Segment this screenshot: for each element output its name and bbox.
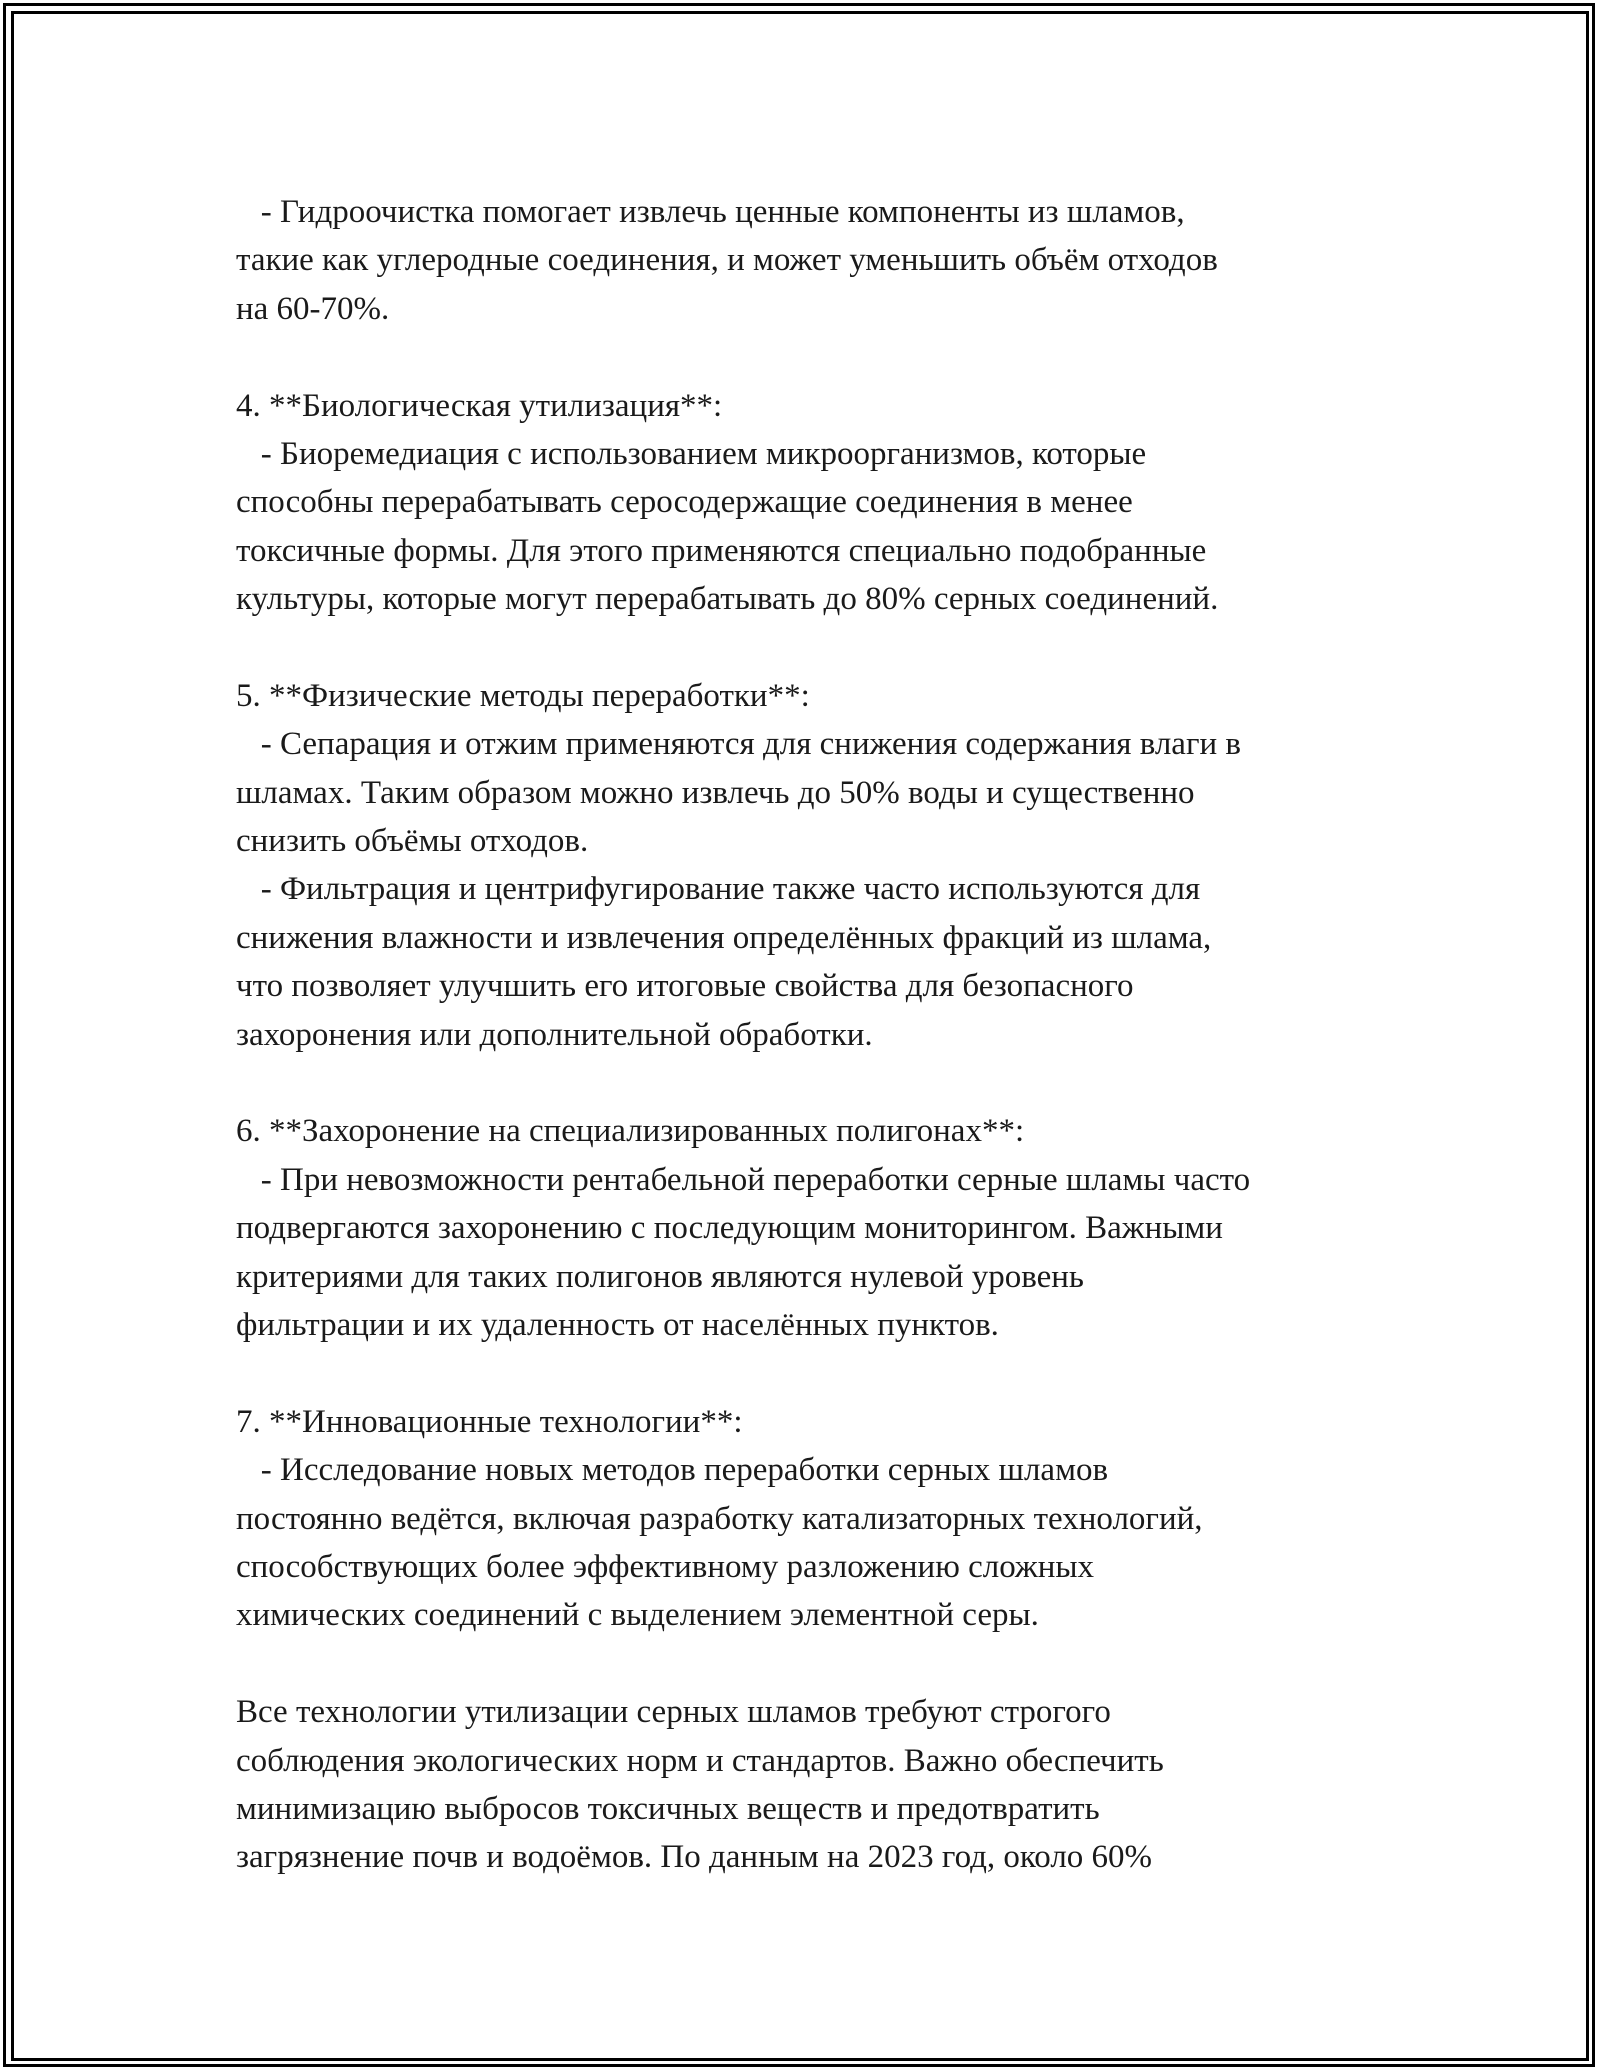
section-heading: 7. **Инновационные технологии**:	[236, 1403, 743, 1440]
text-line: - Исследование новых методов переработки серных шламов	[236, 1452, 1109, 1489]
text-line: подвергаются захоронению с последующим мониторингом. Важными	[236, 1210, 1223, 1247]
text-line: культуры, которые могут перерабатывать до 80% серных соединений.	[236, 581, 1219, 618]
section-heading: 6. **Захоронение на специализированных полигонах**:	[236, 1113, 1025, 1150]
section-heading: 5. **Физические методы переработки**:	[236, 677, 810, 714]
text-line: Все технологии утилизации серных шламов требуют строгого	[236, 1694, 1111, 1731]
text-line: соблюдения экологических норм и стандартов. Важно обеспечить	[236, 1742, 1164, 1779]
text-line: критериями для таких полигонов являются нулевой уровень	[236, 1258, 1084, 1295]
text-line: снизить объёмы отходов.	[236, 823, 589, 860]
paragraph-spacer	[236, 624, 1376, 672]
text-line: захоронения или дополнительной обработки.	[236, 1016, 873, 1053]
text-line: - При невозможности рентабельной переработки серные шламы часто	[236, 1161, 1251, 1198]
text-line: загрязнение почв и водоёмов. По данным на 2023 год, около 60%	[236, 1839, 1153, 1876]
text-line: такие как углеродные соединения, и может уменьшить объём отходов	[236, 242, 1218, 279]
document-body	[236, 188, 1376, 1882]
text-line: постоянно ведётся, включая разработку катализаторных технологий,	[236, 1500, 1203, 1537]
text-line: шламах. Таким образом можно извлечь до 50% воды и существенно	[236, 774, 1195, 811]
text-line: - Гидроочистка помогает извлечь ценные компоненты из шламов,	[236, 194, 1185, 230]
text-line: - Фильтрация и центрифугирование также часто используются для	[236, 871, 1201, 908]
text-line: минимизацию выбросов токсичных веществ и предотвратить	[236, 1790, 1100, 1827]
text-line: способны перерабатывать серосодержащие соединения в менее	[236, 484, 1133, 521]
paragraph-spacer	[236, 1059, 1376, 1107]
text-line: химических соединений с выделением элементной серы.	[236, 1597, 1039, 1634]
text-line: - Биоремедиация с использованием микроорганизмов, которые	[236, 435, 1147, 472]
text-line: что позволяет улучшить его итоговые свойства для безопасного	[236, 968, 1134, 1005]
text-line: снижения влажности и извлечения определённых фракций из шлама,	[236, 919, 1212, 956]
text-line: фильтрации и их удаленность от населённых пунктов.	[236, 1306, 999, 1343]
paragraph-spacer	[236, 1349, 1376, 1397]
text-line: способствующих более эффективному разложению сложных	[236, 1548, 1095, 1585]
paragraph-spacer	[236, 333, 1376, 381]
section-heading: 4. **Биологическая утилизация**:	[236, 387, 723, 424]
text-line: - Сепарация и отжим применяются для снижения содержания влаги в	[236, 726, 1241, 763]
text-line: токсичные формы. Для этого применяются специально подобранные	[236, 532, 1207, 569]
text-line: на 60-70%.	[236, 290, 390, 327]
paragraph-spacer	[236, 1640, 1376, 1688]
